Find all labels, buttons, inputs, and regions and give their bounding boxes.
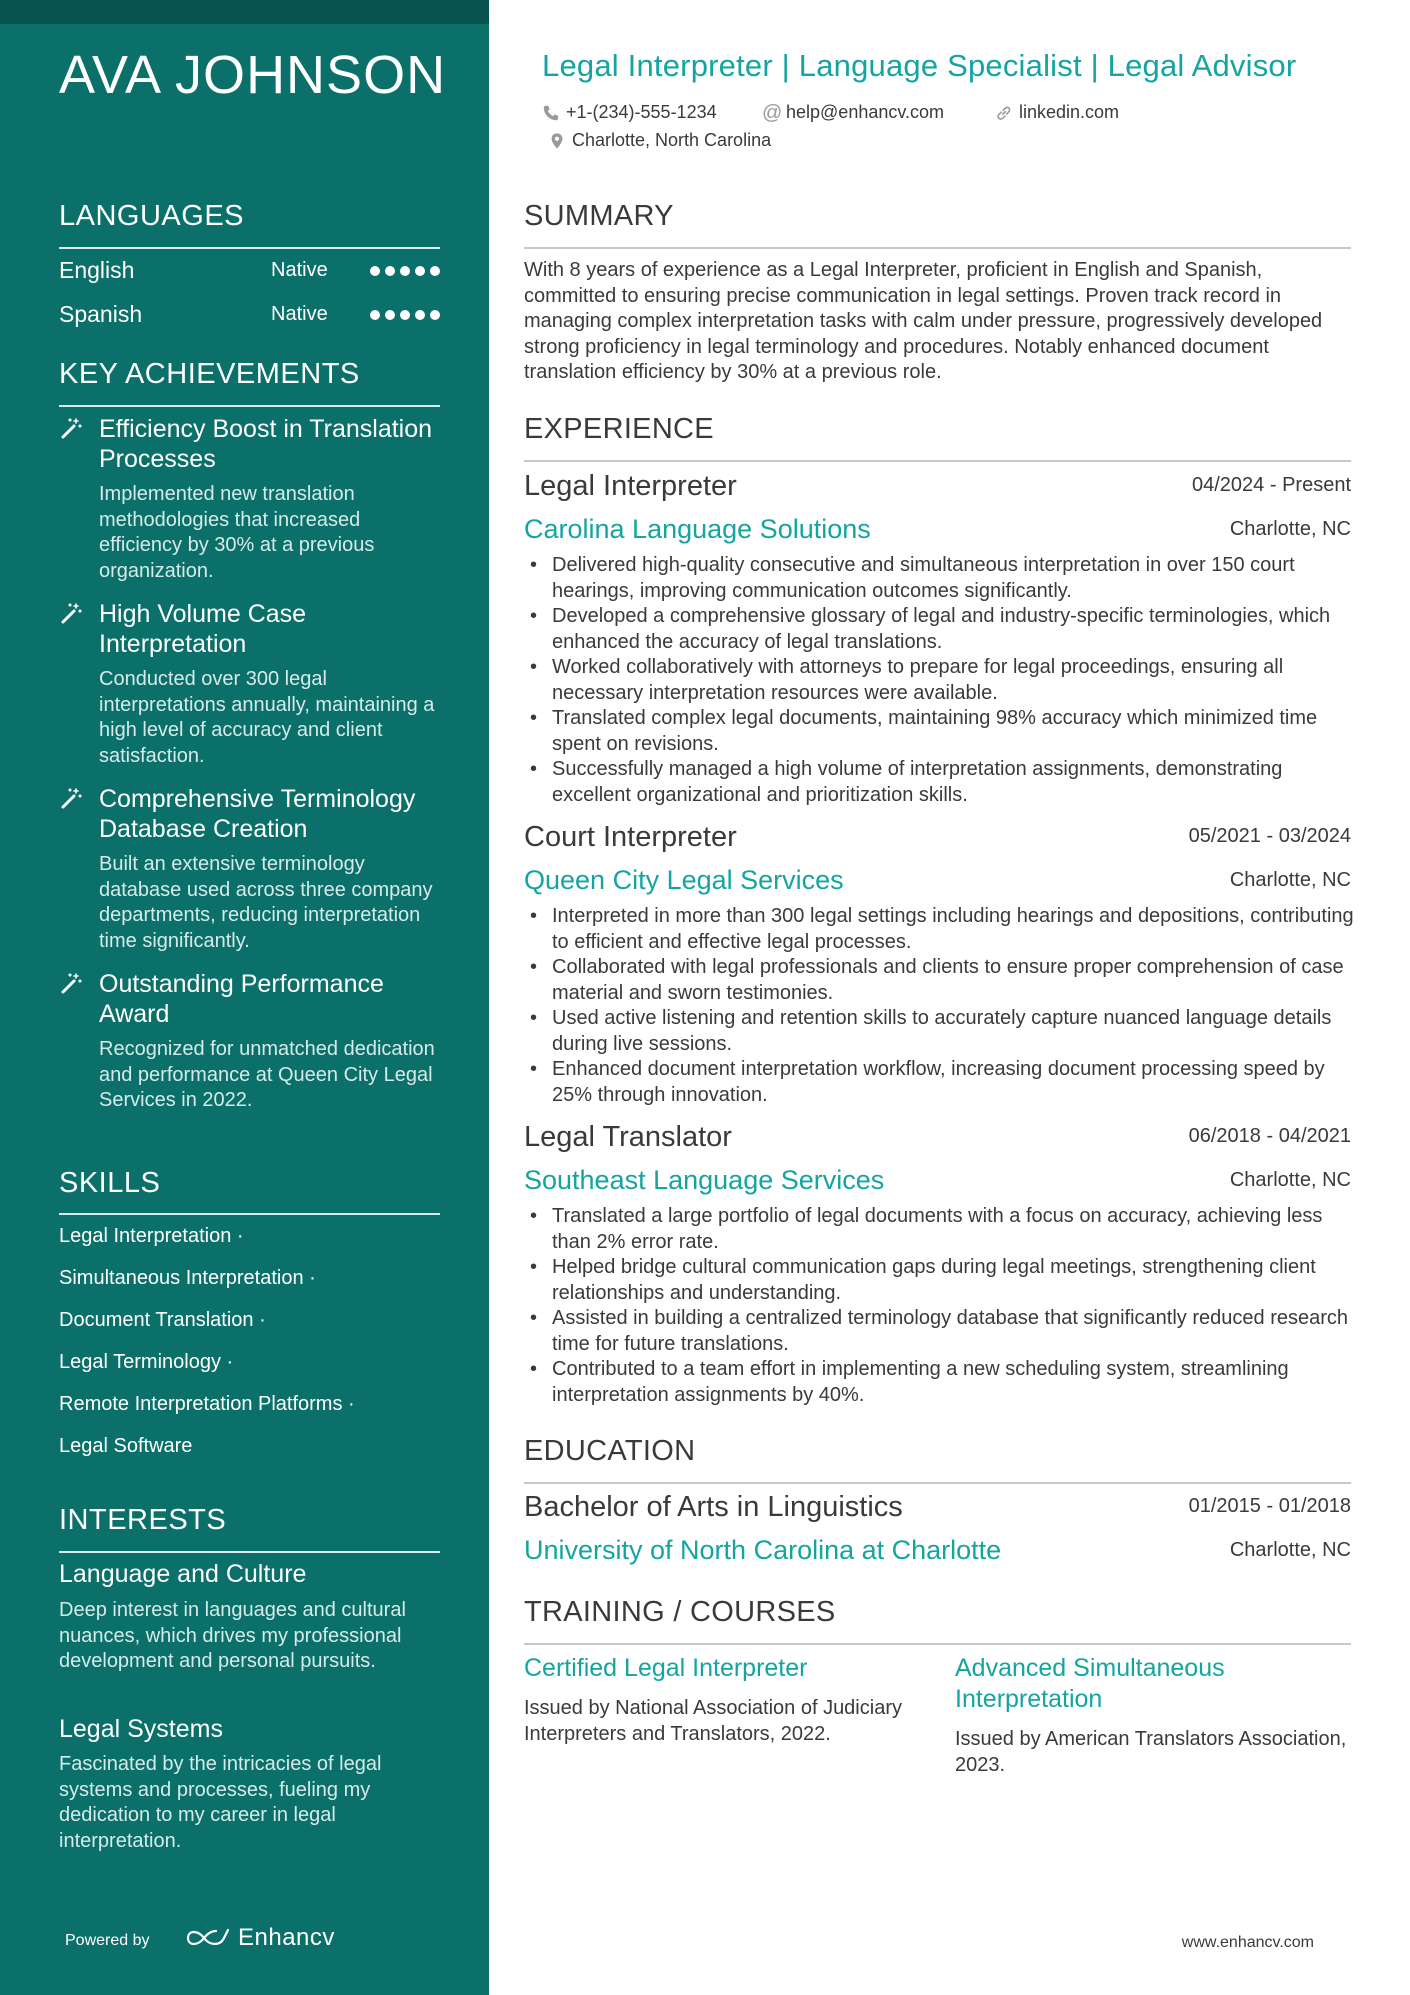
- company-name: Queen City Legal Services: [524, 865, 844, 895]
- at-icon: @: [762, 101, 783, 124]
- company-name: Southeast Language Services: [524, 1165, 885, 1195]
- skill-item: Simultaneous Interpretation ·: [59, 1267, 316, 1289]
- skill-item: Legal Terminology ·: [59, 1351, 234, 1373]
- proficiency-dot: [400, 266, 410, 276]
- candidate-name: AVA JOHNSON: [59, 45, 447, 105]
- email-address: help@enhancv.com: [786, 102, 945, 122]
- education-dates: 01/2015 - 01/2018: [1188, 1495, 1351, 1517]
- bullet-item: • Translated a large portfolio of legal documents with a focus on accuracy, achieving less than 2% error rate.: [524, 1204, 1354, 1255]
- bullet-item: • Interpreted in more than 300 legal settings including hearings and depositions, contributing to efficient and effective legal processes.: [524, 904, 1354, 955]
- footer-website-link[interactable]: www.enhancv.com: [1181, 1934, 1314, 1951]
- job-bullets: [524, 553, 1354, 808]
- skills-heading: SKILLS: [59, 1167, 161, 1199]
- experience-heading: EXPERIENCE: [524, 413, 714, 445]
- company-name: Carolina Language Solutions: [524, 514, 871, 544]
- education-heading: EDUCATION: [524, 1435, 696, 1467]
- magic-wand-icon: [59, 602, 83, 626]
- proficiency-dot: [400, 310, 410, 320]
- achievement-title: Outstanding Performance Award: [99, 970, 384, 1028]
- school-name: University of North Carolina at Charlotte: [524, 1535, 1002, 1565]
- job-title: Court Interpreter: [524, 821, 737, 853]
- degree-title: Bachelor of Arts in Linguistics: [524, 1491, 903, 1523]
- course-description: Issued by American Translators Association, 2023.: [955, 1728, 1347, 1776]
- bullet-item: • Enhanced document interpretation workflow, increasing document processing speed by 25% through innovation.: [524, 1057, 1354, 1108]
- interests-divider: [59, 1551, 440, 1553]
- job-location: Charlotte, NC: [1229, 518, 1351, 540]
- job-location: Charlotte, NC: [1229, 869, 1351, 891]
- proficiency-dot: [415, 310, 425, 320]
- achievement-title: Efficiency Boost in Translation Processes: [99, 415, 433, 473]
- interest-description: Deep interest in languages and cultural nuances, which drives my professional development and personal pursuits.: [59, 1599, 406, 1672]
- job-title: Legal Interpreter: [524, 470, 737, 502]
- skill-item: Legal Software: [59, 1435, 193, 1457]
- experience-divider: [524, 460, 1351, 462]
- professional-headline: Legal Interpreter | Language Specialist | Legal Advisor: [542, 48, 1297, 83]
- achievement-description: Built an extensive terminology database used across three company departments, reducing interpretation time significantly.: [99, 853, 433, 952]
- proficiency-dot: [385, 266, 395, 276]
- bullet-item: • Used active listening and retention skills to accurately capture nuanced language details during live sessions.: [524, 1006, 1354, 1057]
- enhancv-logo-icon: [184, 1926, 230, 1950]
- interest-title: Language and Culture: [59, 1560, 307, 1588]
- language-level: Native: [271, 303, 328, 325]
- interest-title: Legal Systems: [59, 1715, 223, 1743]
- interest-description: Fascinated by the intricacies of legal systems and processes, fueling my dedication to my career in legal interpretation.: [59, 1753, 382, 1852]
- language-level: Native: [271, 259, 328, 281]
- achievement-description: Conducted over 300 legal interpretations annually, maintaining a high level of accuracy and client satisfaction.: [99, 668, 435, 767]
- interests-heading: INTERESTS: [59, 1504, 227, 1536]
- achievement-title: High Volume Case Interpretation: [99, 600, 307, 658]
- proficiency-dots: [370, 266, 440, 276]
- training-heading: TRAINING / COURSES: [524, 1596, 836, 1628]
- skill-item: Legal Interpretation ·: [59, 1225, 244, 1247]
- job-dates: 05/2021 - 03/2024: [1188, 825, 1351, 847]
- phone-number: +1-(234)-555-1234: [566, 102, 717, 122]
- achievement-title: Comprehensive Terminology Database Creation: [99, 785, 416, 843]
- skill-item: Document Translation ·: [59, 1309, 266, 1331]
- job-dates: 04/2024 - Present: [1192, 474, 1351, 496]
- bullet-item: • Developed a comprehensive glossary of legal and industry-specific terminologies, which enhanced the accuracy of legal translations.: [524, 604, 1354, 655]
- powered-by-label: Powered by: [65, 1932, 150, 1949]
- languages-heading: LANGUAGES: [59, 200, 244, 232]
- course-description: Issued by National Association of Judiciary Interpreters and Translators, 2022.: [524, 1697, 902, 1745]
- proficiency-dot: [370, 266, 380, 276]
- proficiency-dot: [385, 310, 395, 320]
- enhancv-logo[interactable]: [184, 1924, 335, 1952]
- education-divider: [524, 1482, 1351, 1484]
- training-divider: [524, 1643, 1351, 1645]
- magic-wand-icon: [59, 787, 83, 811]
- achievements-heading: KEY ACHIEVEMENTS: [59, 358, 360, 390]
- language-name: Spanish: [59, 301, 143, 327]
- skill-item: Remote Interpretation Platforms ·: [59, 1393, 355, 1415]
- bullet-item: • Translated complex legal documents, maintaining 98% accuracy which minimized time spent on revisions.: [524, 706, 1354, 757]
- contact-phone[interactable]: [542, 102, 717, 123]
- achievement-description: Recognized for unmatched dedication and performance at Queen City Legal Services in 2022.: [99, 1038, 435, 1111]
- summary-text: With 8 years of experience as a Legal Interpreter, proficient in English and Spanish, committed to ensuring precise communication in legal settings. Proven track record in managing complex interpretation tasks with calm under pressure, progressively developed strong proficiency in legal terminology and procedures. Notably enhanced document translation efficiency by 30% at a previous role.: [524, 259, 1323, 383]
- bullet-item: • Assisted in building a centralized terminology database that significantly reduced research time for future translations.: [524, 1306, 1354, 1357]
- proficiency-dot: [430, 310, 440, 320]
- language-name: English: [59, 257, 135, 283]
- bullet-item: • Helped bridge cultural communication gaps during legal meetings, strengthening client relationships and understanding.: [524, 1255, 1354, 1306]
- job-dates: 06/2018 - 04/2021: [1188, 1125, 1351, 1147]
- languages-divider: [59, 247, 440, 249]
- job-bullets: [524, 1204, 1354, 1408]
- language-row: [59, 257, 440, 289]
- sidebar-top-bar: [0, 0, 489, 24]
- location-text: Charlotte, North Carolina: [572, 130, 772, 150]
- bullet-item: • Successfully managed a high volume of interpretation assignments, demonstrating excellent organizational and prioritization skills.: [524, 757, 1354, 808]
- contact-location: [548, 130, 771, 151]
- job-bullets: [524, 904, 1354, 1108]
- bullet-item: • Delivered high-quality consecutive and simultaneous interpretation in over 150 court hearings, improving communication outcomes significantly.: [524, 553, 1354, 604]
- sidebar: [0, 0, 489, 1995]
- link-icon: [995, 104, 1013, 122]
- proficiency-dot: [370, 310, 380, 320]
- contact-linkedin[interactable]: [995, 102, 1119, 123]
- contact-email[interactable]: [762, 102, 944, 123]
- proficiency-dot: [415, 266, 425, 276]
- skills-divider: [59, 1213, 440, 1215]
- proficiency-dot: [430, 266, 440, 276]
- magic-wand-icon: [59, 417, 83, 441]
- location-pin-icon: [548, 132, 566, 150]
- magic-wand-icon: [59, 972, 83, 996]
- course-title: Advanced Simultaneous Interpretation: [955, 1654, 1225, 1713]
- summary-divider: [524, 247, 1351, 249]
- job-title: Legal Translator: [524, 1121, 732, 1153]
- course-title: Certified Legal Interpreter: [524, 1654, 808, 1682]
- proficiency-dots: [370, 310, 440, 320]
- education-location: Charlotte, NC: [1229, 1539, 1351, 1561]
- bullet-item: • Worked collaboratively with attorneys to prepare for legal proceedings, ensuring all necessary interpretation resources were available.: [524, 655, 1354, 706]
- summary-heading: SUMMARY: [524, 200, 674, 232]
- achievement-description: Implemented new translation methodologies that increased efficiency by 30% at a previous organization.: [99, 483, 375, 582]
- bullet-item: • Collaborated with legal professionals and clients to ensure proper comprehension of case material and sworn testimonies.: [524, 955, 1354, 1006]
- enhancv-brand-text: Enhancv: [238, 1924, 335, 1951]
- bullet-item: • Contributed to a team effort in implementing a new scheduling system, streamlining interpretation assignments by 40%.: [524, 1357, 1354, 1408]
- linkedin-url: linkedin.com: [1019, 102, 1120, 122]
- achievements-divider: [59, 405, 440, 407]
- phone-icon: [542, 104, 560, 122]
- job-location: Charlotte, NC: [1229, 1169, 1351, 1191]
- language-row: [59, 301, 440, 333]
